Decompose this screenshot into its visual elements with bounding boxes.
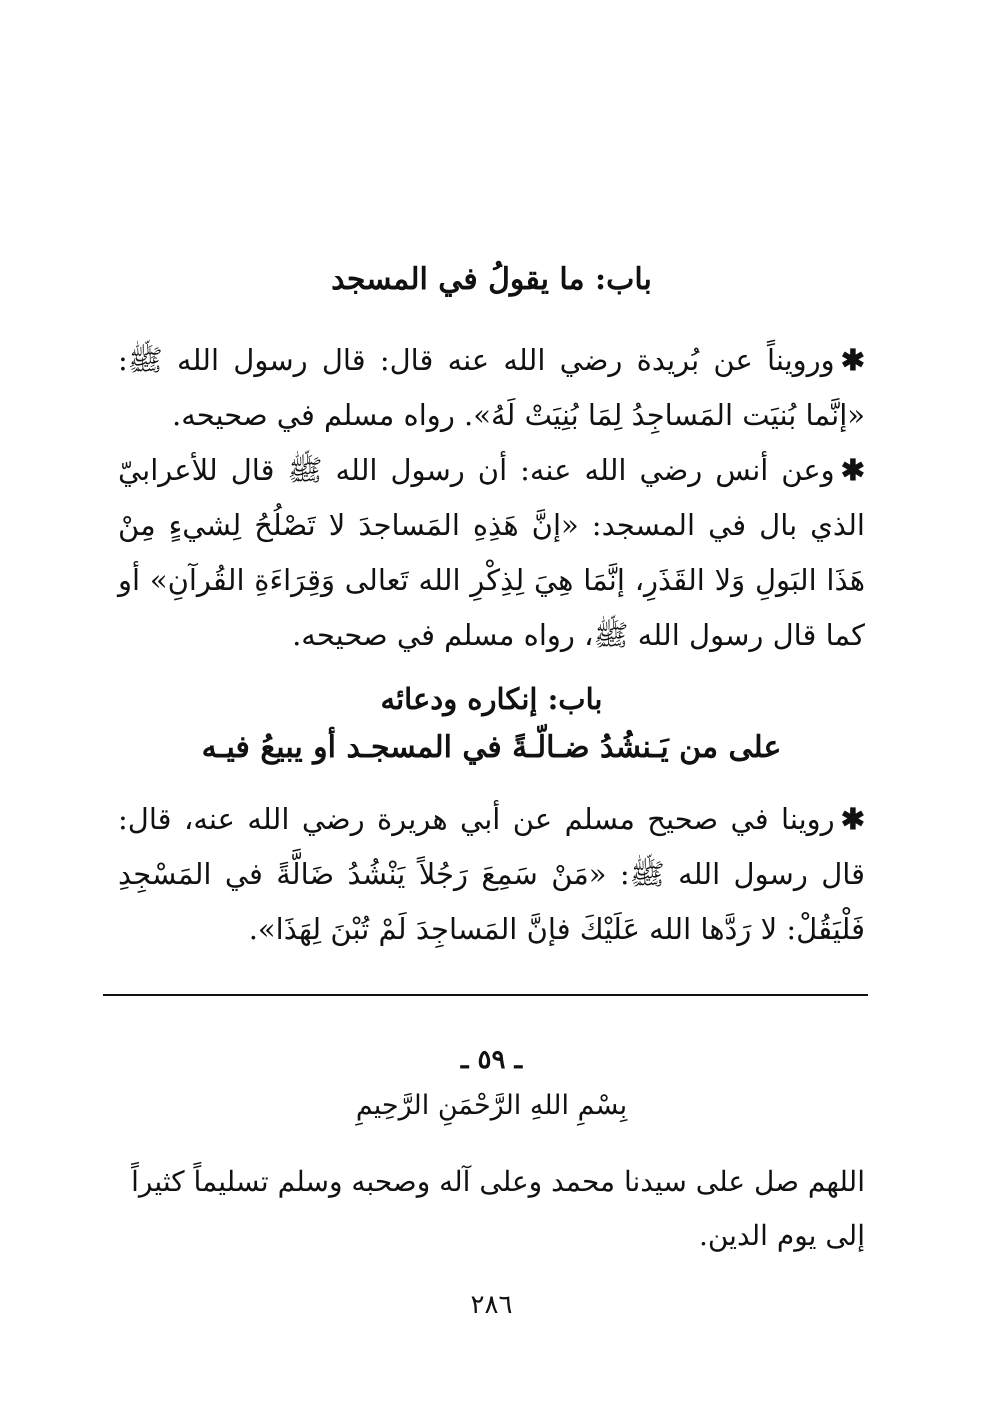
section-title-saying-in-mosque: باب: ما يقولُ في المسجد (331, 262, 652, 297)
hadith-paragraph (118, 333, 865, 443)
star-bullet-icon: ✱ (840, 453, 865, 487)
hadith-text: روينا في صحيح مسلم عن أبي هريرة رضي الله عنه، قال: قال رسول الله ﷺ: «مَنْ سَمِعَ رَجُلاً يَنْشُدُ ضَالَّةً في المَسْجِدِ فَلْيَقُلْ: لا رَدَّها الله عَلَيْكَ فإنَّ المَساجِدَ لَمْ تُبْنَ لِهَذَا». (118, 802, 865, 946)
hadith-paragraph (118, 792, 865, 957)
section-body-saying-in-mosque (118, 333, 865, 663)
hadith-paragraph (118, 443, 865, 663)
section-title-line2: على من يَـنشُدُ ضـالّـةً في المسجـد أو يبيعُ فيـه (201, 730, 782, 765)
page-number: ٢٨٦ (470, 1290, 513, 1320)
hadith-text: وعن أنس رضي الله عنه: أن رسول الله ﷺ قال للأعرابيّ الذي بال في المسجد: «إنَّ هَذِهِ المَساجدَ لا تَصْلُحُ لِشيءٍ مِنْ هَذَا البَولِ وَلا القَذَرِ، إنَّمَا هِيَ لِذِكْرِ الله تَعالى وَقِرَاءَةِ القُرآنِ» أو كما قال رسول الله ﷺ، رواه مسلم في صحيحه. (118, 453, 865, 652)
chapter-number: ـ ٥٩ ـ (460, 1045, 523, 1075)
basmala-calligraphy: بِسْمِ اللهِ الرَّحْمَنِ الرَّحِيمِ (355, 1090, 628, 1121)
section-body-lost-property (118, 792, 865, 957)
divider-line (103, 994, 868, 996)
star-bullet-icon: ✱ (840, 802, 865, 836)
closing-prayer: اللهم صل على سيدنا محمد وعلى آله وصحبه وسلم تسليماً كثيراً إلى يوم الدين. (131, 1165, 865, 1252)
section-title-line1: باب: إنكاره ودعائه (380, 682, 603, 716)
star-bullet-icon: ✱ (840, 343, 865, 377)
hadith-text: ورويناً عن بُريدة رضي الله عنه قال: قال رسول الله ﷺ: «إنَّما بُنيَت المَساجِدُ لِمَا بُنِيَتْ لَهُ». رواه مسلم في صحيحه. (118, 343, 865, 432)
